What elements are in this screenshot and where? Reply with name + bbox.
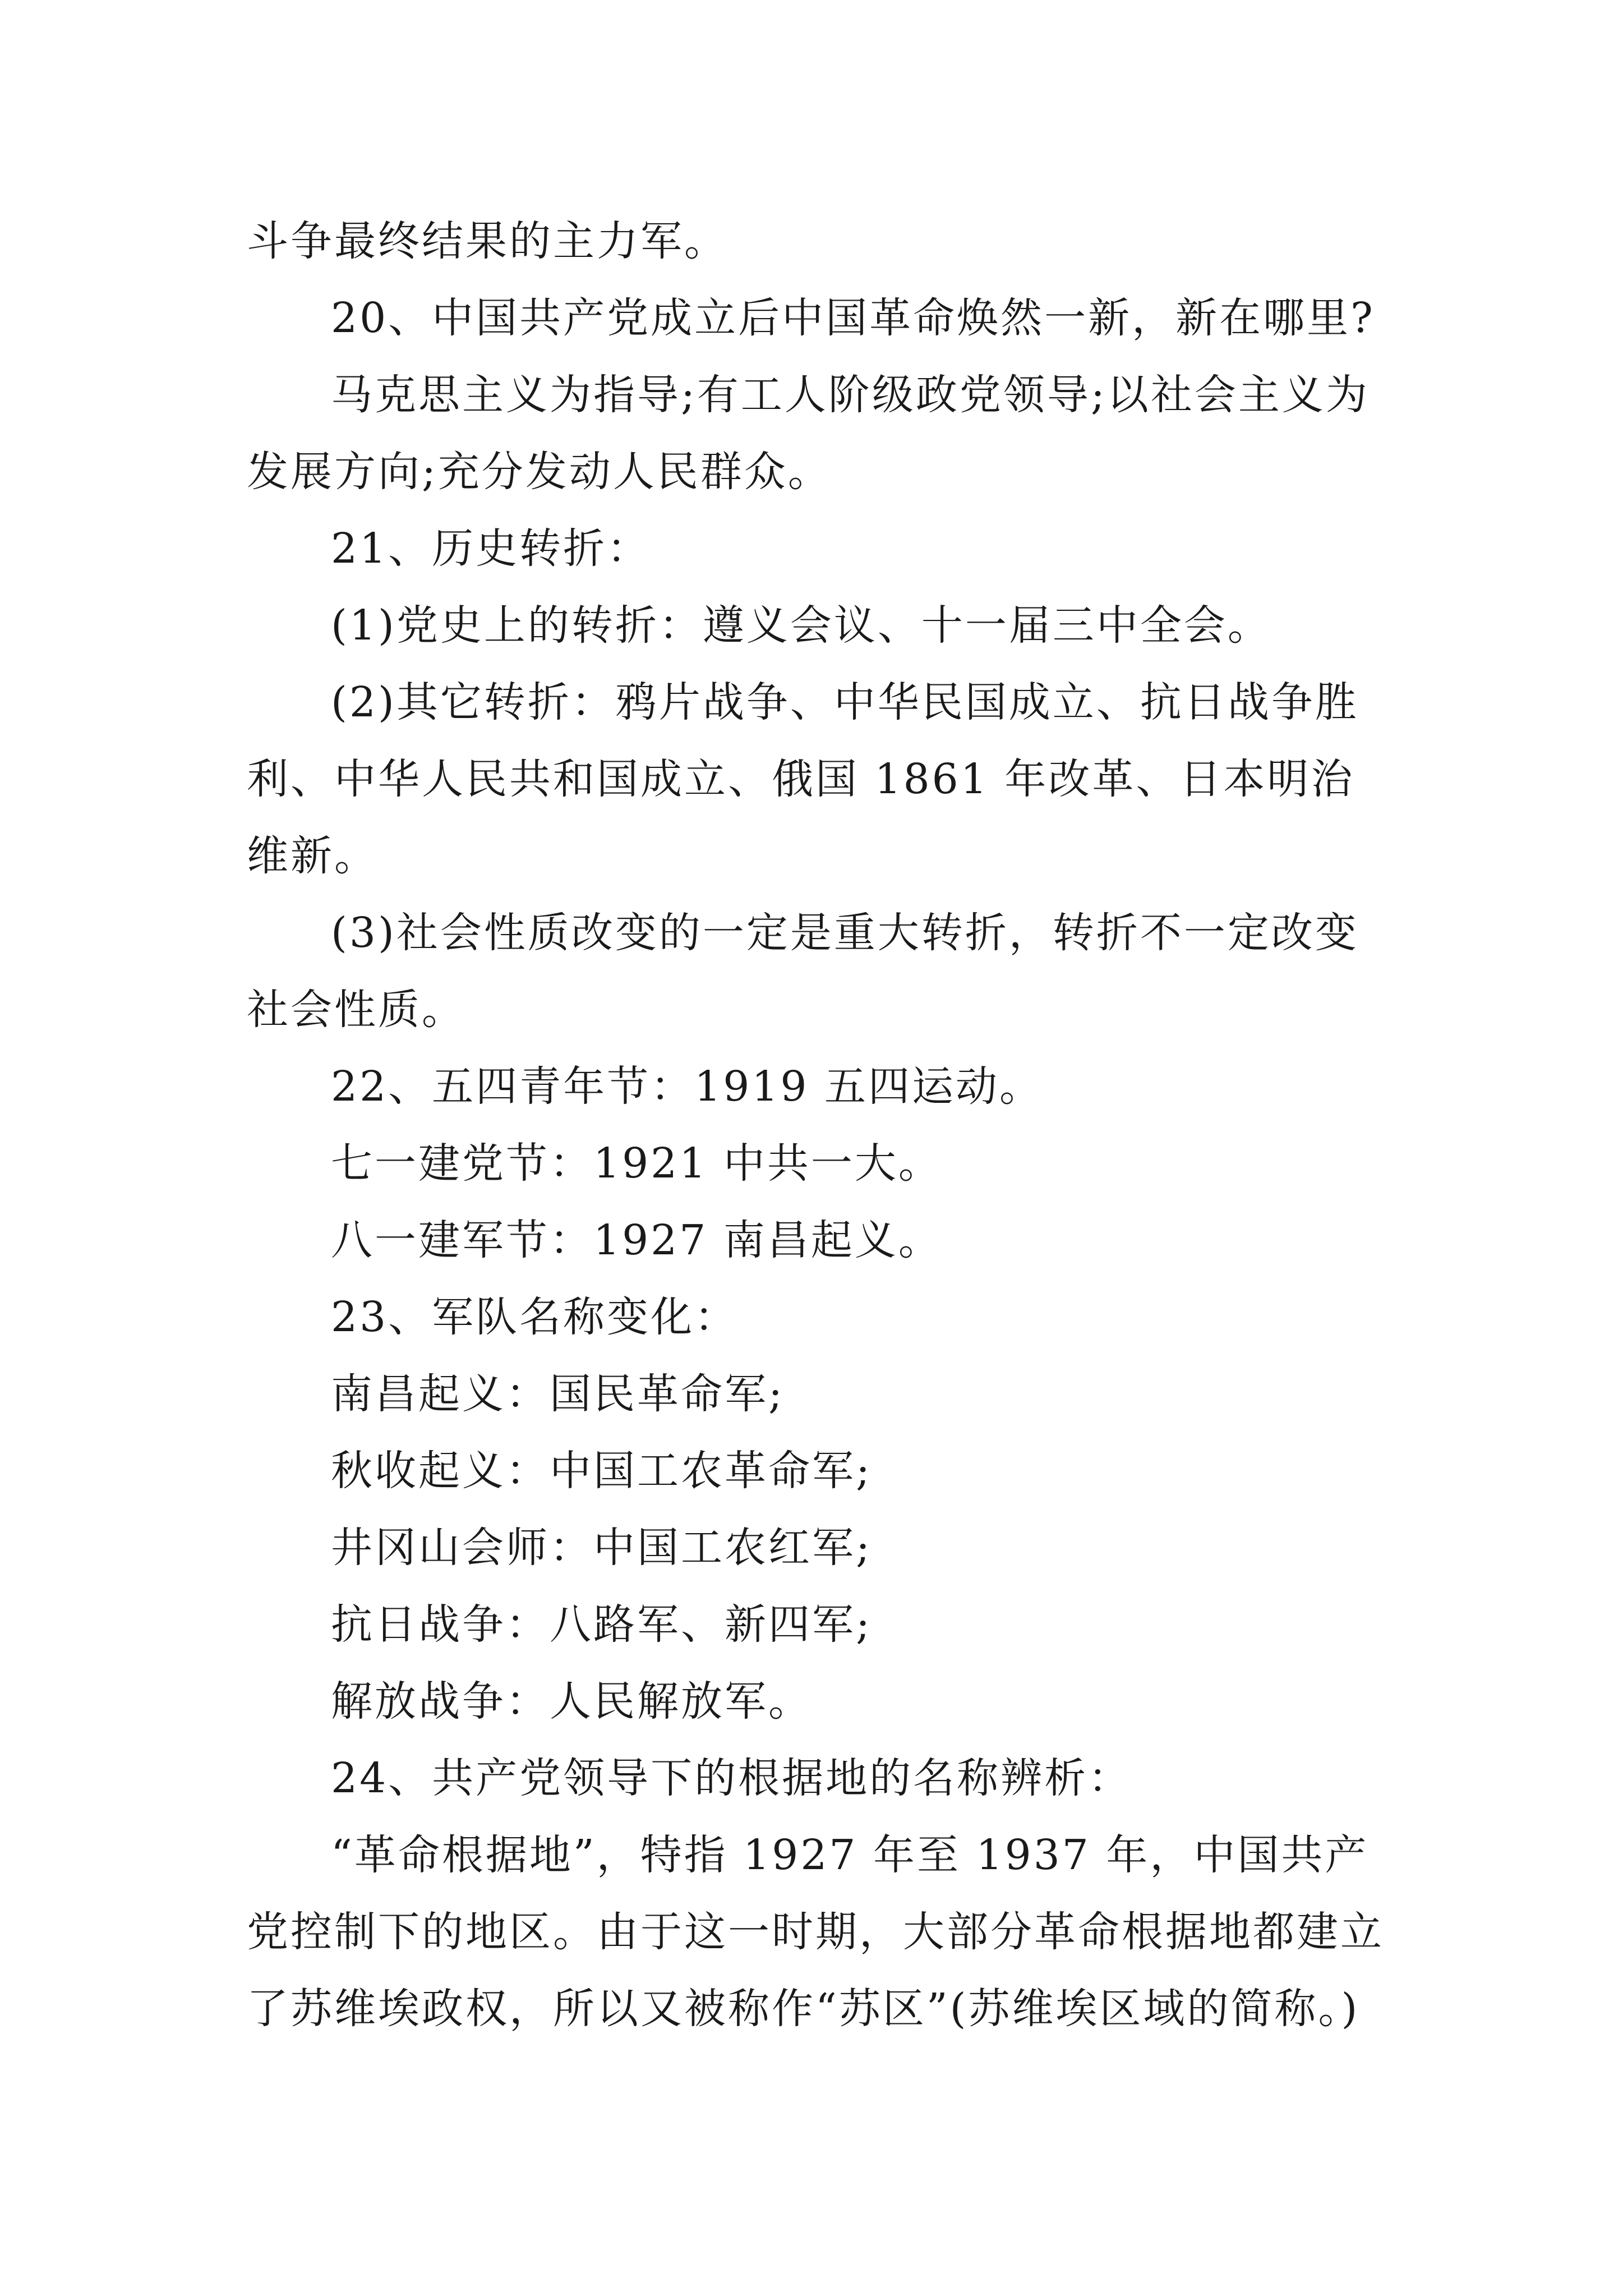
item-23-anti-japanese: 抗日战争：八路军、新四军; xyxy=(331,1600,872,1649)
heading-22: 22、五四青年节：1919 五四运动。 xyxy=(331,1062,1044,1111)
heading-24: 24、共产党领导下的根据地的名称辨析： xyxy=(331,1754,1132,1802)
heading-23: 23、军队名称变化： xyxy=(331,1293,739,1341)
item-21-2: (2)其它转折：鸦片战争、中华民国成立、抗日战争胜利、中华人民共和国成立、俄国 1861 年改革、日本明治维新。 xyxy=(247,678,1359,880)
item-22-army-day: 八一建军节：1927 南昌起义。 xyxy=(331,1216,942,1264)
heading-21: 21、历史转折： xyxy=(331,524,651,573)
question-20: 20、中国共产党成立后中国革命焕然一新，新在哪里? xyxy=(331,294,1375,342)
paragraph-continuation: 斗争最终结果的主力军。 xyxy=(247,217,728,265)
item-22-party-day: 七一建党节：1921 中共一大。 xyxy=(331,1139,942,1188)
item-23-jinggangshan: 井冈山会师：中国工农红军; xyxy=(331,1524,872,1572)
document-body xyxy=(247,203,1391,2047)
item-23-liberation: 解放战争：人民解放军。 xyxy=(331,1677,812,1726)
item-23-autumn-harvest: 秋收起义：中国工农革命军; xyxy=(331,1447,872,1495)
item-21-3: (3)社会性质改变的一定是重大转折，转折不一定改变社会性质。 xyxy=(247,909,1359,1034)
answer-20: 马克思主义为指导;有工人阶级政党领导;以社会主义为发展方向;充分发动人民群众。 xyxy=(247,371,1370,496)
item-23-nanchang: 南昌起义：国民革命军; xyxy=(331,1370,785,1418)
item-21-1: (1)党史上的转折：遵义会议、十一届三中全会。 xyxy=(331,601,1271,650)
paragraph-24-body: “革命根据地”，特指 1927 年至 1937 年，中国共产党控制下的地区。由于这一时期，大部分革命根据地都建立了苏维埃政权，所以又被称作“苏区”(苏维埃区域的简称。) xyxy=(247,1831,1384,2033)
